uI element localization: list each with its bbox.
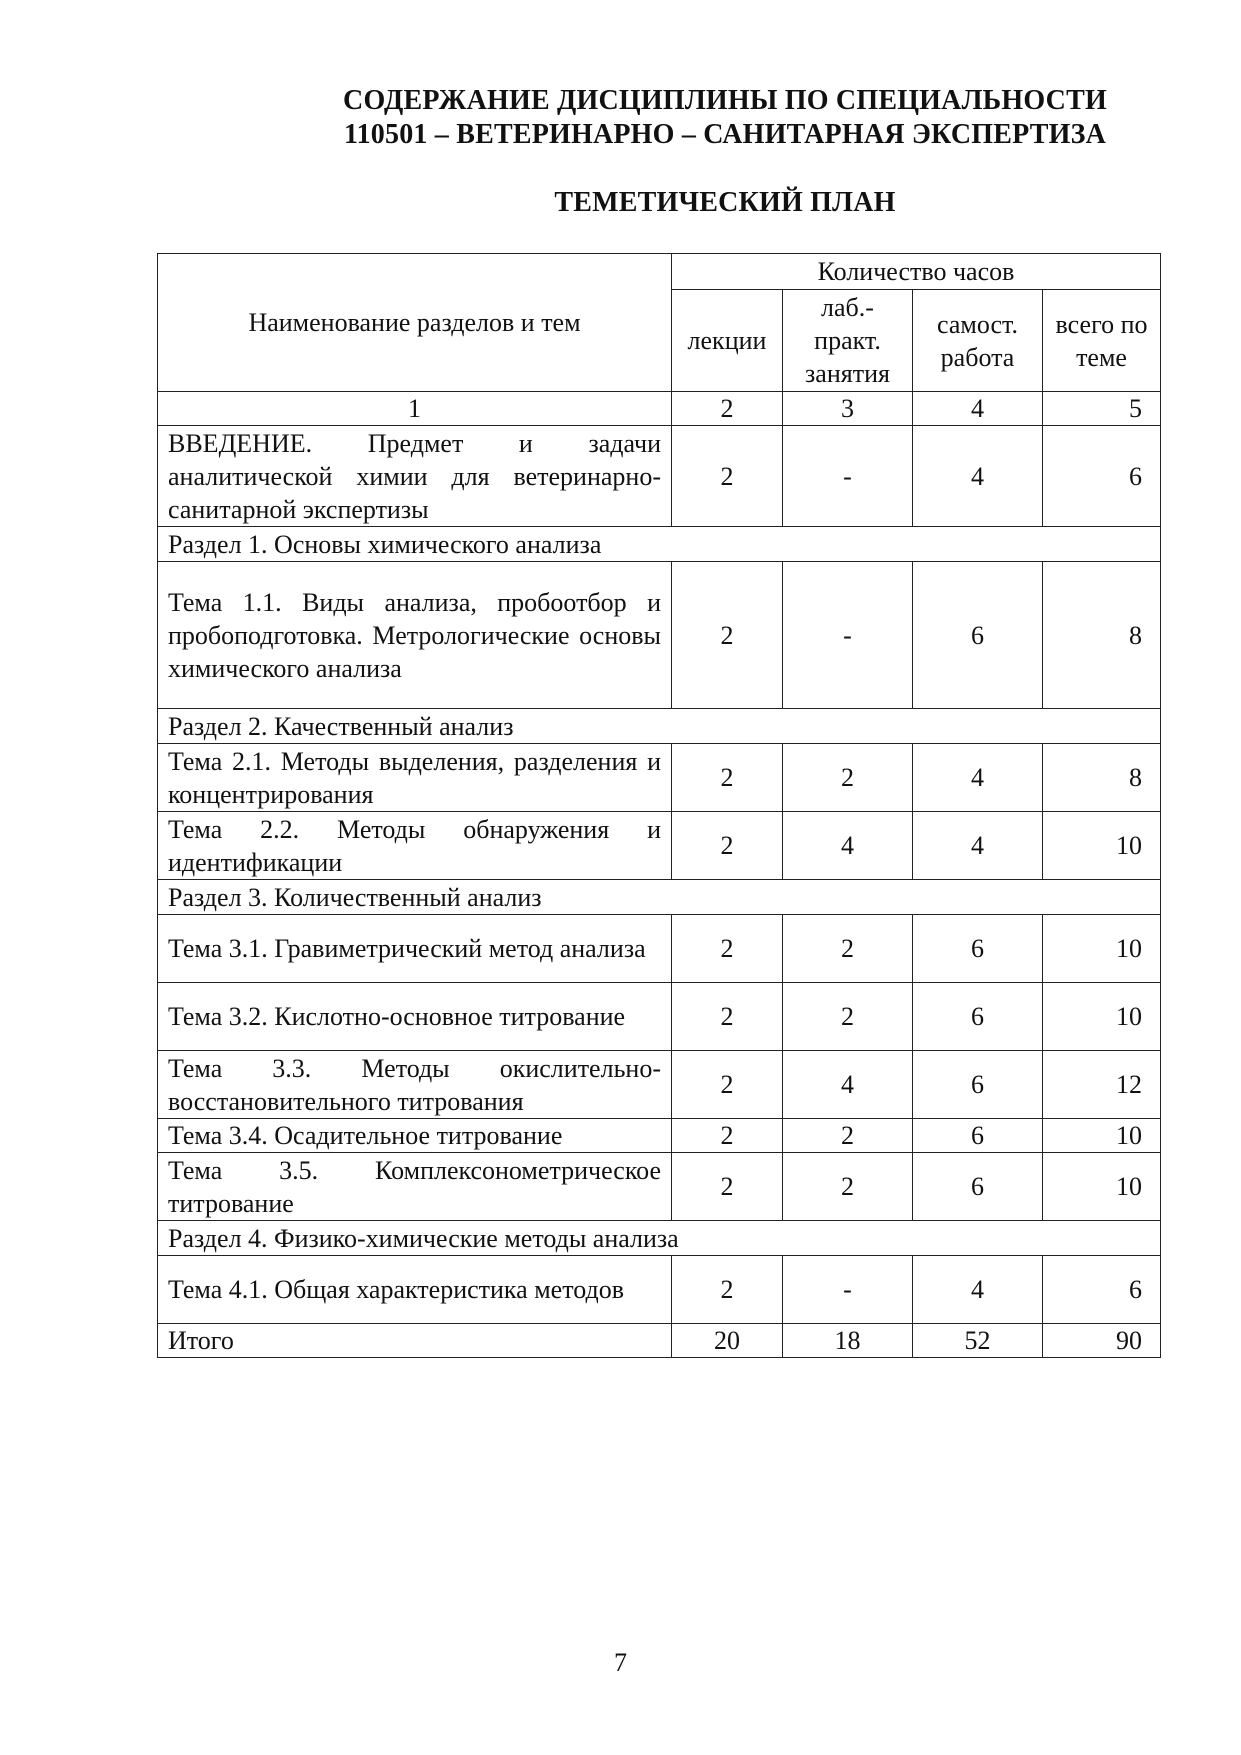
total-hours: 10 xyxy=(1043,812,1161,880)
lab-hours: 2 xyxy=(783,983,913,1051)
header-cell-name: Наименование разделов и тем xyxy=(158,254,672,392)
header-cell-lab: лаб.-практ. занятия xyxy=(783,290,913,392)
table-row xyxy=(158,1119,1161,1153)
table-row xyxy=(158,983,1161,1051)
self-study-hours: 4 xyxy=(913,426,1043,527)
self-study-hours: 6 xyxy=(913,1153,1043,1221)
column-number: 5 xyxy=(1043,392,1161,426)
lectures-hours: 2 xyxy=(672,562,783,709)
lab-hours: 2 xyxy=(783,915,913,983)
self-study-hours: 4 xyxy=(913,744,1043,812)
document-title-line-2: 110501 – ВЕТЕРИНАРНО – САНИТАРНАЯ ЭКСПЕРТИЗА xyxy=(343,119,1107,150)
lab-hours: - xyxy=(783,1256,913,1324)
total-hours: 10 xyxy=(1043,983,1161,1051)
topic-name: Тема 3.2. Кислотно-основное титрование xyxy=(158,983,672,1051)
self-study-hours: 6 xyxy=(913,983,1043,1051)
totals-row xyxy=(158,1324,1161,1358)
total-lectures: 20 xyxy=(672,1324,783,1358)
topic-name: Тема 3.1. Гравиметрический метод анализа xyxy=(158,915,672,983)
self-study-hours: 4 xyxy=(913,812,1043,880)
total-hours: 10 xyxy=(1043,1119,1161,1153)
lab-hours: 2 xyxy=(783,1119,913,1153)
table-row xyxy=(158,1153,1161,1221)
lectures-hours: 2 xyxy=(672,426,783,527)
topic-name: Тема 3.4. Осадительное титрование xyxy=(158,1119,672,1153)
topic-name: Тема 1.1. Виды анализа, пробоотбор и пробоподготовка. Метрологические основы химического анализа xyxy=(158,562,672,709)
total-hours: 12 xyxy=(1043,1051,1161,1119)
total-hours: 6 xyxy=(1043,1256,1161,1324)
topic-name: Тема 3.5. Комплексонометрическое титрование xyxy=(158,1153,672,1221)
section-row xyxy=(158,880,1161,915)
lab-hours: 4 xyxy=(783,1051,913,1119)
self-study-hours: 6 xyxy=(913,562,1043,709)
section-row xyxy=(158,709,1161,744)
table-row xyxy=(158,915,1161,983)
page-number: 7 xyxy=(614,1648,627,1677)
section-title: Раздел 2. Качественный анализ xyxy=(158,709,1161,744)
topic-name: Тема 4.1. Общая характеристика методов xyxy=(158,1256,672,1324)
total-hours: 6 xyxy=(1043,426,1161,527)
document-title-line-1: СОДЕРЖАНИЕ ДИСЦИПЛИНЫ ПО СПЕЦИАЛЬНОСТИ xyxy=(343,85,1107,116)
topic-name: Тема 2.1. Методы выделения, разделения и концентрирования xyxy=(158,744,672,812)
lab-hours: 2 xyxy=(783,744,913,812)
grand-total: 90 xyxy=(1043,1324,1161,1358)
total-lab: 18 xyxy=(783,1324,913,1358)
header-cell-total: всего по теме xyxy=(1043,290,1161,392)
self-study-hours: 6 xyxy=(913,915,1043,983)
thematic-plan-table xyxy=(157,253,1161,1358)
table-row xyxy=(158,426,1161,527)
section-title: Раздел 1. Основы химического анализа xyxy=(158,527,1161,562)
header-cell-hours: Количество часов xyxy=(672,254,1161,290)
column-number: 2 xyxy=(672,392,783,426)
total-hours: 8 xyxy=(1043,744,1161,812)
column-number: 1 xyxy=(158,392,672,426)
table-row xyxy=(158,744,1161,812)
lectures-hours: 2 xyxy=(672,744,783,812)
column-number: 4 xyxy=(913,392,1043,426)
total-self-study: 52 xyxy=(913,1324,1043,1358)
lectures-hours: 2 xyxy=(672,983,783,1051)
lab-hours: 4 xyxy=(783,812,913,880)
total-hours: 8 xyxy=(1043,562,1161,709)
self-study-hours: 6 xyxy=(913,1119,1043,1153)
table-row xyxy=(158,1051,1161,1119)
topic-name: Тема 2.2. Методы обнаружения и идентификации xyxy=(158,812,672,880)
topic-name: ВВЕДЕНИЕ. Предмет и задачи аналитической химии для ветеринарно-санитарной экспертизы xyxy=(158,426,672,527)
header-cell-self-study: самост. работа xyxy=(913,290,1043,392)
lectures-hours: 2 xyxy=(672,1153,783,1221)
lectures-hours: 2 xyxy=(672,1119,783,1153)
self-study-hours: 6 xyxy=(913,1051,1043,1119)
header-cell-lectures: лекции xyxy=(672,290,783,392)
lectures-hours: 2 xyxy=(672,812,783,880)
plan-title: ТЕМЕТИЧЕСКИЙ ПЛАН xyxy=(554,187,896,218)
lectures-hours: 2 xyxy=(672,1051,783,1119)
total-hours: 10 xyxy=(1043,915,1161,983)
total-hours: 10 xyxy=(1043,1153,1161,1221)
topic-name: Тема 3.3. Методы окислительно-восстановительного титрования xyxy=(158,1051,672,1119)
column-number: 3 xyxy=(783,392,913,426)
lab-hours: 2 xyxy=(783,1153,913,1221)
lectures-hours: 2 xyxy=(672,915,783,983)
column-number-row xyxy=(158,392,1161,426)
table-row xyxy=(158,1256,1161,1324)
table-row xyxy=(158,812,1161,880)
totals-label: Итого xyxy=(158,1324,672,1358)
section-row xyxy=(158,527,1161,562)
lectures-hours: 2 xyxy=(672,1256,783,1324)
lab-hours: - xyxy=(783,426,913,527)
table-row xyxy=(158,562,1161,709)
self-study-hours: 4 xyxy=(913,1256,1043,1324)
section-row xyxy=(158,1221,1161,1256)
section-title: Раздел 3. Количественный анализ xyxy=(158,880,1161,915)
lab-hours: - xyxy=(783,562,913,709)
section-title: Раздел 4. Физико-химические методы анализа xyxy=(158,1221,1161,1256)
